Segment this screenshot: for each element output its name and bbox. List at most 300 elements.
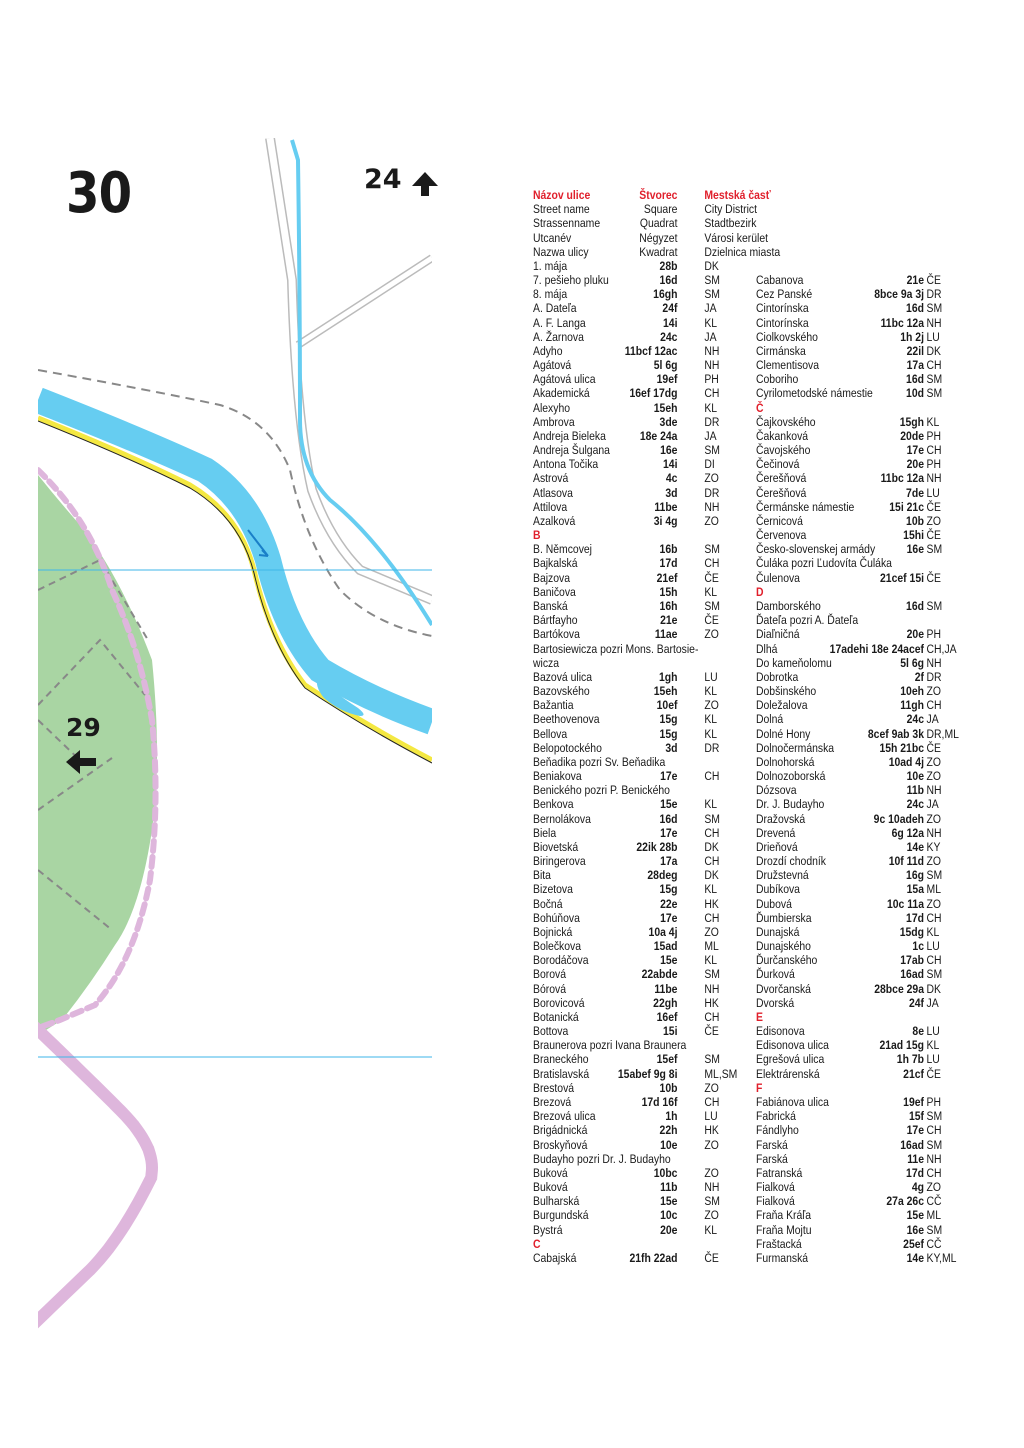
map-square: Kwadrat [639, 244, 678, 259]
street-name: Dolné Hony [756, 726, 811, 741]
index-row [756, 712, 962, 726]
index-row [756, 642, 962, 656]
city-district: KL [704, 684, 718, 699]
street-name: Beniakova [533, 769, 582, 784]
index-letter-heading [756, 585, 962, 599]
map-square: 15i 21c [889, 499, 924, 514]
street-name: Azalková [533, 513, 576, 528]
index-row [533, 1052, 725, 1066]
street-name: Bulharská [533, 1194, 580, 1209]
street-name: Čermánske námestie [756, 499, 855, 514]
index-row [533, 656, 725, 670]
city-district: CH [926, 1165, 942, 1180]
index-row [533, 953, 725, 967]
index-row [756, 556, 962, 570]
city-district: LU [926, 485, 940, 500]
street-name: Fabiánova ulica [756, 1095, 829, 1109]
index-row [756, 656, 962, 670]
city-district: SM [926, 542, 943, 557]
map-square: 8bce 9a 3j [874, 287, 924, 302]
street-name: Čulenova [756, 570, 800, 585]
city-district: ČE [704, 570, 719, 585]
index-row [533, 1109, 725, 1123]
index-row [756, 741, 962, 755]
street-name: Cabanova [756, 273, 804, 288]
street-name: Agátová ulica [533, 372, 596, 387]
map-square: 17a [906, 358, 924, 373]
street-name: Čerešňová [756, 471, 807, 486]
index-row [533, 741, 725, 755]
city-district: CH [704, 854, 720, 869]
map-square: 11bcf 12ac [624, 343, 678, 358]
city-district: SM [704, 287, 720, 302]
index-letter-heading [533, 528, 725, 542]
street-name: 1. mája [533, 258, 568, 273]
city-district: CH [926, 358, 942, 373]
city-district: CH [926, 953, 942, 968]
index-spacer [756, 245, 962, 259]
map-square: 8e [912, 1024, 924, 1039]
street-name: Dolnohorská [756, 754, 815, 769]
index-row [533, 287, 725, 301]
index-row [533, 712, 725, 726]
map-square: 20e [660, 1222, 678, 1237]
map-square: 1h 7b [896, 1052, 924, 1067]
index-row [756, 1208, 962, 1222]
city-district: KL [704, 726, 718, 741]
map-square: 15h [659, 584, 678, 599]
map-square: 25ef [903, 1236, 924, 1251]
map-square: 17adehi 18e 24acef [829, 641, 924, 656]
street-name: Andreja Bieleka [533, 428, 606, 443]
index-row [756, 1237, 962, 1251]
index-row [533, 344, 725, 358]
map-square: 24f [662, 301, 678, 316]
street-name: Cabajská [533, 1250, 577, 1265]
map-square: 16h [659, 598, 678, 613]
index-row [533, 401, 725, 415]
city-district: ČE [704, 1250, 719, 1265]
street-name: Atlasova [533, 485, 573, 500]
street-name: Fialková [756, 1180, 795, 1195]
street-name: Attilova [533, 499, 568, 514]
map-square: Square [643, 202, 678, 217]
street-name: Borovicová [533, 995, 585, 1010]
city-district: CH,JA [926, 641, 957, 656]
city-district: CH [704, 556, 720, 571]
map-square: 22e [660, 896, 678, 911]
street-name: Bazovského [533, 684, 590, 699]
map-square: 20e [906, 457, 924, 472]
street-name: Dvorská [756, 995, 795, 1010]
map-square: 10ad 4j [888, 754, 924, 769]
map-square: 15e [660, 797, 678, 812]
street-name: E [756, 1009, 763, 1024]
map-square: 3d [665, 485, 678, 500]
index-row [756, 826, 962, 840]
index-row [533, 967, 725, 981]
map-square: 22h [659, 1123, 678, 1138]
city-district: CH [704, 825, 720, 840]
street-name: Dolnočermánska [756, 740, 835, 755]
map-square: 22gh [653, 995, 678, 1010]
map-square: 21fh 22ad [629, 1250, 678, 1265]
map-square: 16b [659, 542, 678, 557]
street-name: Do kameňolomu [756, 655, 832, 670]
street-name: Buková [533, 1180, 568, 1195]
index-row [756, 868, 962, 882]
index-row [756, 982, 962, 996]
street-name: Ďurčanského [756, 953, 818, 968]
map-square: 16ad [900, 1137, 924, 1152]
index-row [533, 1010, 725, 1024]
index-row [756, 1052, 962, 1066]
index-spacer [756, 231, 962, 245]
index-row [756, 670, 962, 684]
map-square: 11be [654, 499, 678, 514]
street-name: Furmanská [756, 1250, 809, 1265]
street-name: Fraňa Mojtu [756, 1222, 812, 1237]
street-name: Dr. J. Budayho [756, 797, 825, 812]
street-name: Farská [756, 1137, 788, 1152]
street-name: Brestová [533, 1080, 575, 1095]
street-name: Bajkalská [533, 556, 578, 571]
index-row [533, 599, 725, 613]
city-district: NH [704, 981, 720, 996]
street-name: Andreja Šulgana [533, 443, 610, 458]
map-square: 15f [908, 1109, 924, 1124]
map-square: 16d [659, 811, 678, 826]
street-name: Botanická [533, 1009, 579, 1024]
city-district: SM [926, 1137, 943, 1152]
city-district: LU [926, 1052, 940, 1067]
city-district: ML,SM [704, 1066, 738, 1081]
city-district: ZO [926, 896, 941, 911]
index-row [756, 996, 962, 1010]
street-name: Brezová [533, 1095, 572, 1109]
street-name: Bolečkova [533, 939, 582, 954]
map-square: 11ae [654, 627, 678, 642]
street-name: Biringerova [533, 854, 586, 869]
index-row [533, 684, 725, 698]
map-square: 14i [663, 315, 678, 330]
index-letter-heading [756, 1081, 962, 1095]
index-row [533, 698, 725, 712]
street-name: Fraňa Kráľa [756, 1208, 812, 1223]
index-row [533, 1194, 725, 1208]
map-square: Négyzet [639, 230, 678, 245]
city-district: NH [926, 655, 942, 670]
street-name: B. Němcovej [533, 542, 593, 557]
city-district: CČ [926, 1236, 942, 1251]
index-row [756, 1095, 962, 1109]
street-name: Coboriho [756, 372, 799, 387]
index-row [533, 244, 781, 259]
street-name: Brigádnická [533, 1123, 588, 1138]
map-square: 21e [906, 273, 924, 288]
index-row [533, 259, 725, 273]
street-name: Buková [533, 1165, 568, 1180]
city-district: ČE [704, 613, 719, 628]
street-name: Fialková [756, 1194, 795, 1209]
street-name: C [533, 1236, 541, 1251]
index-row [756, 273, 962, 287]
index-spacer [756, 259, 962, 273]
city-district: CH [704, 910, 720, 925]
map-square: 10ef [656, 698, 678, 713]
index-row [533, 1251, 725, 1265]
city-district: NH [926, 471, 942, 486]
map-square: 17d 16f [641, 1095, 678, 1109]
map-square: 15e [906, 1208, 924, 1223]
city-district: CČ [926, 1194, 942, 1209]
map-square: 1h [665, 1109, 678, 1124]
index-row [533, 230, 769, 245]
adjacent-page-left-label[interactable]: 29 [66, 713, 101, 742]
street-name: Bita [533, 868, 551, 883]
city-district: ZO [926, 769, 941, 784]
index-row [756, 939, 962, 953]
map-square: 5l 6g [653, 358, 678, 373]
street-name: Damborského [756, 598, 821, 613]
street-name: Drevená [756, 825, 796, 840]
index-row [756, 471, 962, 485]
index-spacer [756, 202, 962, 216]
map-square: 21ad 15g [879, 1038, 924, 1053]
index-row [756, 627, 962, 641]
street-name: Bojnická [533, 924, 573, 939]
street-name: Elektrárenská [756, 1066, 820, 1081]
city-district: Stadtbezirk [704, 216, 757, 231]
city-district: NH [704, 358, 720, 373]
street-name: Černicová [756, 513, 803, 528]
index-row [533, 882, 725, 896]
map-square: 11bc 12a [880, 471, 924, 486]
street-name: Farská [756, 1151, 788, 1166]
index-row [533, 471, 725, 485]
map-square: 15g [659, 712, 678, 727]
street-name: Brezová ulica [533, 1109, 596, 1124]
index-row [533, 897, 725, 911]
map-square: Quadrat [639, 216, 678, 231]
street-name: Antona Točika [533, 457, 599, 472]
map-square: 22abde [641, 967, 678, 982]
map-square: 16e [906, 1222, 924, 1237]
street-name: 8. mája [533, 287, 568, 302]
street-name: Cyrilometodské námestie [756, 386, 873, 401]
index-row [533, 1208, 725, 1222]
city-district: KL [704, 953, 718, 968]
index-row [756, 1194, 962, 1208]
park-area [38, 475, 157, 1035]
city-district: NH [704, 499, 720, 514]
city-district: KL [704, 882, 718, 897]
index-row [533, 358, 725, 372]
map-square: 17e [906, 443, 924, 458]
city-district: JA [704, 301, 717, 316]
street-name: Bajzova [533, 570, 571, 585]
street-name: Fraštacká [756, 1236, 802, 1251]
street-name: Drieňová [756, 839, 798, 854]
index-row [533, 316, 725, 330]
street-name: Diaľničná [756, 627, 800, 642]
city-district: ČE [926, 1066, 941, 1081]
map-square: 24c [906, 712, 924, 727]
map-square: 22il [906, 343, 924, 358]
street-name: Dražovská [756, 811, 806, 826]
city-district: DK [704, 839, 719, 854]
map-square: 4g [911, 1180, 924, 1195]
map-square: 10e [660, 1137, 678, 1152]
city-district: ZO [704, 1137, 719, 1152]
street-name: Červenova [756, 528, 807, 543]
city-district: SM [926, 372, 943, 387]
map-square: 1gh [658, 669, 678, 684]
map-square: 16e [660, 443, 678, 458]
street-name: Dobrotka [756, 669, 799, 684]
city-district: KL [704, 1222, 718, 1237]
map-square: 21ef [656, 570, 678, 585]
street-name: Ďumbierska [756, 910, 812, 925]
street-name: Cez Panské [756, 287, 813, 302]
street-name: Dlhá [756, 641, 778, 656]
city-district: SM [926, 868, 943, 883]
street-name: Cintorínska [756, 315, 809, 330]
city-district: DK [704, 868, 719, 883]
street-name: Bočná [533, 896, 563, 911]
map-square: 10e [906, 769, 924, 784]
arrow-up-icon[interactable] [412, 172, 438, 196]
map-square: 24f [908, 995, 924, 1010]
city-district: ZO [704, 698, 719, 713]
map-square: 4c [665, 471, 678, 486]
map-square: 10a 4j [648, 924, 678, 939]
map-square: 19ef [656, 372, 678, 387]
city-district: ZO [926, 754, 941, 769]
index-row [533, 542, 725, 556]
map-square: 7de [906, 485, 924, 500]
street-name: Bohúňova [533, 910, 580, 925]
city-district: ČE [926, 499, 941, 514]
index-row [756, 486, 962, 500]
map-square: 16d [906, 372, 924, 387]
city-district: DR [704, 414, 720, 429]
index-row [533, 996, 725, 1010]
city-district: SM [704, 443, 720, 458]
map-square: 16d [906, 598, 924, 613]
city-district: ZO [704, 471, 719, 486]
city-district: SM [926, 1109, 943, 1124]
map-square: 15eh [653, 400, 678, 415]
city-district: HK [704, 1123, 719, 1138]
street-name: Bartókova [533, 627, 580, 642]
index-row [756, 316, 962, 330]
roads [270, 138, 432, 600]
city-district: KY [926, 839, 941, 854]
street-name: Clementisova [756, 358, 820, 373]
index-row [756, 344, 962, 358]
index-row [756, 301, 962, 315]
index-row [533, 925, 725, 939]
index-row [533, 429, 725, 443]
street-name: Braunerova pozri Ivana Braunera [533, 1038, 687, 1053]
index-row [533, 556, 725, 570]
map-square: 21cf [903, 1066, 924, 1081]
map-square: 14e [906, 1250, 924, 1265]
index-row [533, 627, 725, 641]
index-row [756, 528, 962, 542]
map-square: 28bce 29a [874, 981, 924, 996]
index-row [533, 1066, 738, 1081]
map-square: 21cef 15i [880, 570, 924, 585]
street-name: Dunajská [756, 924, 800, 939]
city-district: SM [704, 811, 720, 826]
map-square: 22ik 28b [636, 839, 678, 854]
city-district: CH [704, 386, 720, 401]
city-district: ČE [926, 740, 941, 755]
adjacent-page-up-label[interactable]: 24 [364, 164, 402, 195]
city-district: KL [704, 584, 718, 599]
street-name: Banská [533, 598, 568, 613]
index-row [756, 1152, 962, 1166]
index-row [533, 769, 725, 783]
map-square: 11gh [900, 698, 924, 713]
index-row [756, 386, 962, 400]
map-square: 15g [659, 726, 678, 741]
city-district: KL [926, 414, 940, 429]
index-row [533, 457, 725, 471]
city-district: PH [926, 457, 941, 472]
index-spacer [756, 216, 962, 230]
index-row [756, 925, 962, 939]
city-district: SM [704, 1052, 720, 1067]
street-name: A. F. Langa [533, 315, 586, 330]
index-row [533, 443, 725, 457]
city-district: SM [926, 598, 943, 613]
street-name: Beňadika pozri Sv. Beňadika [533, 754, 666, 769]
index-row [756, 684, 962, 698]
city-district: HK [704, 896, 719, 911]
map-square: 17e [660, 825, 678, 840]
map-square: 16ef [656, 1009, 678, 1024]
street-name: 7. pešieho pluku [533, 273, 609, 288]
street-name: Bažantia [533, 698, 574, 713]
city-district: ZO [704, 1080, 719, 1095]
map-square: 17a [660, 854, 678, 869]
map-square: 16ad [900, 967, 924, 982]
index-row [533, 330, 725, 344]
index-row [756, 1024, 962, 1038]
map-square: 18e 24a [639, 428, 678, 443]
map-square: 10d [906, 386, 924, 401]
city-district: SM [926, 301, 943, 316]
map-square: 15g [659, 882, 678, 897]
map-square: 10c 11a [886, 896, 924, 911]
city-district: ČE [926, 570, 941, 585]
map-square: 11b [660, 1180, 678, 1195]
canal [292, 140, 432, 625]
street-name: Fándlyho [756, 1123, 799, 1138]
index-row [533, 500, 725, 514]
index-row [756, 727, 962, 741]
index-row [756, 1109, 962, 1123]
city-district: KL [926, 1038, 940, 1053]
index-row [756, 698, 962, 712]
map-square: 21e [660, 613, 678, 628]
map-square: 14e [906, 839, 924, 854]
map-square: 16ef 17dg [629, 386, 678, 401]
city-district: ZO [926, 1180, 941, 1195]
